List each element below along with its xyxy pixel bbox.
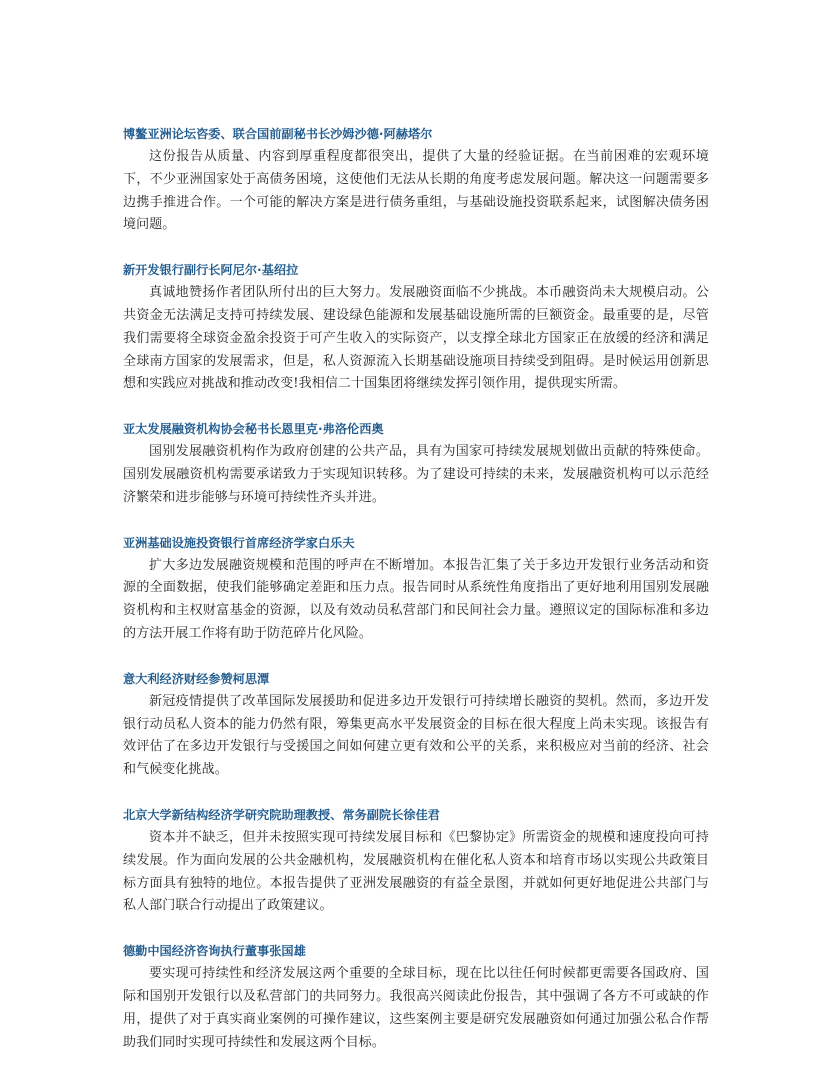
endorsement-kishora xyxy=(123,260,709,396)
endorsement-text: 扩大多边发展融资规模和范围的呼声在不断增加。本报告汇集了关于多边开发银行业务活动和资源的全面数据，使我们能够确定差距和压力点。报告同时从系统性角度指出了更好地利用国别发展融资机构和主权财富基金的资源，以及有效动员私营部门和民间社会力量。遵照议定的国际标准和多边的方法开展工作将有助于防范碎片化风险。 xyxy=(123,557,709,641)
endorser-heading: 亚洲基础设施投资银行首席经济学家白乐夫 xyxy=(123,535,355,550)
endorser-heading: 北京大学新结构经济学研究院助理教授、常务副院长徐佳君 xyxy=(123,807,440,822)
endorsement-ke xyxy=(123,669,709,782)
endorsement-text: 真诚地赞扬作者团队所付出的巨大努力。发展融资面临不少挑战。本币融资尚未大规模启动。公共资金无法满足支持可持续发展、建设绿色能源和发展基础设施所需的巨额资金。最重要的是，尽管我们需要将全球资金盈余投资于可产生收入的实际资产，以支撑全球北方国家正在放缓的经济和满足全球南方国家的发展需求，但是，私人资源流入长期基础设施项目持续受到阻碍。是时候运用创新思想和实践应对挑战和推动改变!我相信二十国集团将继续发挥引领作用，提供现实所需。 xyxy=(123,285,709,392)
endorsement-text: 资本并不缺乏，但并未按照实现可持续发展目标和《巴黎协定》所需资金的规模和速度投向可持续发展。作为面向发展的公共金融机构，发展融资机构在催化私人资本和培育市场以实现公共政策目标方面具有独特的地位。本报告提供了亚洲发展融资的有益全景图，并就如何更好地促进公共部门与私人部门联合行动提出了政策建议。 xyxy=(123,829,709,914)
endorsement-xu xyxy=(123,805,709,918)
endorsement-text: 这份报告从质量、内容到厚重程度都很突出，提供了大量的经验证据。在当前困难的宏观环境下，不少亚洲国家处于高债务困境，这使他们无法从长期的角度考虑发展问题。解决这一问题需要多边携手推进合作。一个可能的解决方案是进行债务重组，与基础设施投资联系起来，试图解决债务困境问题。 xyxy=(123,149,709,233)
endorsements-section xyxy=(123,124,709,1077)
endorsement-text: 新冠疫情提供了改革国际发展援助和促进多边开发银行可持续增长融资的契机。然而，多边开发银行动员私人资本的能力仍然有限，筹集更高水平发展资金的目标在很大程度上尚未实现。该报告有效评估了在多边开发银行与受援国之间如何建立更有效和公平的关系，来积极应对当前的经济、社会和气候变化挑战。 xyxy=(123,693,709,778)
endorsement-text: 要实现可持续性和经济发展这两个重要的全球目标，现在比以往任何时候都更需要各国政府、国际和国别开发银行以及私营部门的共同努力。我很高兴阅读此份报告，其中强调了各方不可或缺的作用，提供了对于真实商业案例的可操作建议，这些案例主要是研究发展融资如何通过加强公私合作帮助我们同时实现可持续性和发展这两个目标。 xyxy=(123,966,709,1050)
endorser-heading: 意大利经济财经参赞柯思潭 xyxy=(123,671,270,686)
endorsement-florencio xyxy=(123,419,709,509)
endorsement-text: 国别发展融资机构作为政府创建的公共产品，具有为国家可持续发展规划做出贡献的特殊使命。国别发展融资机构需要承诺致力于实现知识转移。为了建设可持续的未来，发展融资机构可以示范经济繁荣和进步能够与环境可持续性齐头并进。 xyxy=(123,444,709,505)
endorser-heading: 德勤中国经济咨询执行董事张国雄 xyxy=(123,944,306,959)
endorsement-bai xyxy=(123,533,709,646)
endorsement-akhtar xyxy=(123,124,709,237)
endorsement-zhang xyxy=(123,941,709,1054)
endorser-heading: 博鳌亚洲论坛咨委、联合国前副秘书长沙姆沙德·阿赫塔尔 xyxy=(123,127,433,141)
endorser-heading: 新开发银行副行长阿尼尔·基绍拉 xyxy=(123,263,299,278)
endorser-heading: 亚太发展融资机构协会秘书长恩里克·弗洛伦西奥 xyxy=(123,422,384,437)
